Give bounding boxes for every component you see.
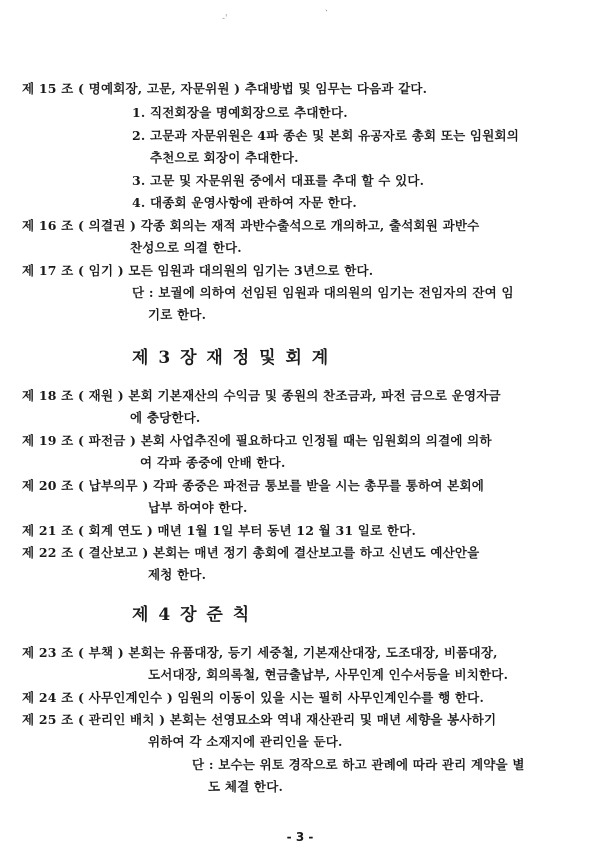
article-23: 제 23 조 ( 부책 ) 본회는 유품대장, 등기 세중철, 기본재산대장, 도조대장, 비품대장, [22,645,498,660]
article-24: 제 24 조 ( 사무인계인수 ) 임원의 이동이 있을 시는 필히 사무인계인수를 행 한다. [22,690,485,705]
chapter-4-title: 제 4 장 준 칙 [132,605,252,625]
article-17-proviso-cont: 기로 한다. [148,307,207,322]
article-22: 제 22 조 ( 결산보고 ) 본회는 매년 정기 총회에 결산보고를 하고 신년도 예산안을 [22,545,480,560]
article-17: 제 17 조 ( 임기 ) 모든 임원과 대의원의 임기는 3년으로 한다. [22,263,374,278]
article-20: 제 20 조 ( 납부의무 ) 각파 종중은 파전금 통보를 받을 시는 총무를 통하여 본회에 [22,478,485,493]
article-25-proviso: 단 : 보수는 위토 경작으로 하고 관례에 따라 관리 계약을 별 [192,757,525,772]
article-17-proviso: 단 : 보궐에 의하여 선임된 임원과 대의원의 임기는 전임자의 잔여 임 [132,285,514,300]
article-15-heading: 제 15 조 ( 명예회장, 고문, 자문위원 ) 추대방법 및 임무는 다음과 같다. [22,81,428,96]
article-16: 제 16 조 ( 의결권 ) 각종 회의는 재적 과반수출석으로 개의하고, 출석회원 과반수 [22,218,480,233]
page-number: - 3 - [286,830,314,844]
article-23-cont: 도서대장, 회의록철, 현금출납부, 사무인계 인수서등을 비치한다. [148,667,509,682]
article-22-cont: 제청 한다. [148,567,207,582]
article-25: 제 25 조 ( 관리인 배치 ) 본회는 선영묘소와 역내 재산관리 및 매년 세향을 봉사하기 [22,712,497,727]
article-15-item-2: 2. 고문과 자문위원은 4파 종손 및 본회 유공자로 총회 또는 임원회의 [132,128,520,143]
article-19-cont: 여 각파 종중에 안배 한다. [140,455,286,470]
article-15-item-3: 3. 고문 및 자문위원 중에서 대표를 추대 할 수 있다. [132,173,425,188]
article-25-cont: 위하여 각 소재지에 관리인을 둔다. [148,734,343,749]
article-16-cont: 찬성으로 의결 한다. [130,240,242,255]
article-15-item-4: 4. 대종회 운영사항에 관하여 자문 한다. [132,195,357,210]
scan-mark: ㆍ [322,7,331,17]
article-19: 제 19 조 ( 파전금 ) 본회 사업추진에 필요하다고 인정될 때는 임원회의 의결에 의하 [22,433,492,448]
article-20-cont: 납부 하여야 한다. [148,500,248,515]
article-18-cont: 에 충당한다. [130,410,201,425]
chapter-3-title: 제 3 장 재 정 및 회 계 [132,348,331,368]
article-15-item-2-cont: 추천으로 회장이 추대한다. [150,150,299,165]
article-21: 제 21 조 ( 회계 연도 ) 매년 1월 1일 부터 동년 12 월 31 일로 한다. [22,523,417,538]
article-15-item-1: 1. 직전회장을 명예회장으로 추대한다. [132,105,348,120]
article-18: 제 18 조 ( 재원 ) 본회 기본재산의 수익금 및 종원의 찬조금과, 파전 금으로 운영자금 [22,388,501,403]
article-25-proviso-cont: 도 체결 한다. [208,779,284,794]
scan-mark: -' [222,14,228,24]
